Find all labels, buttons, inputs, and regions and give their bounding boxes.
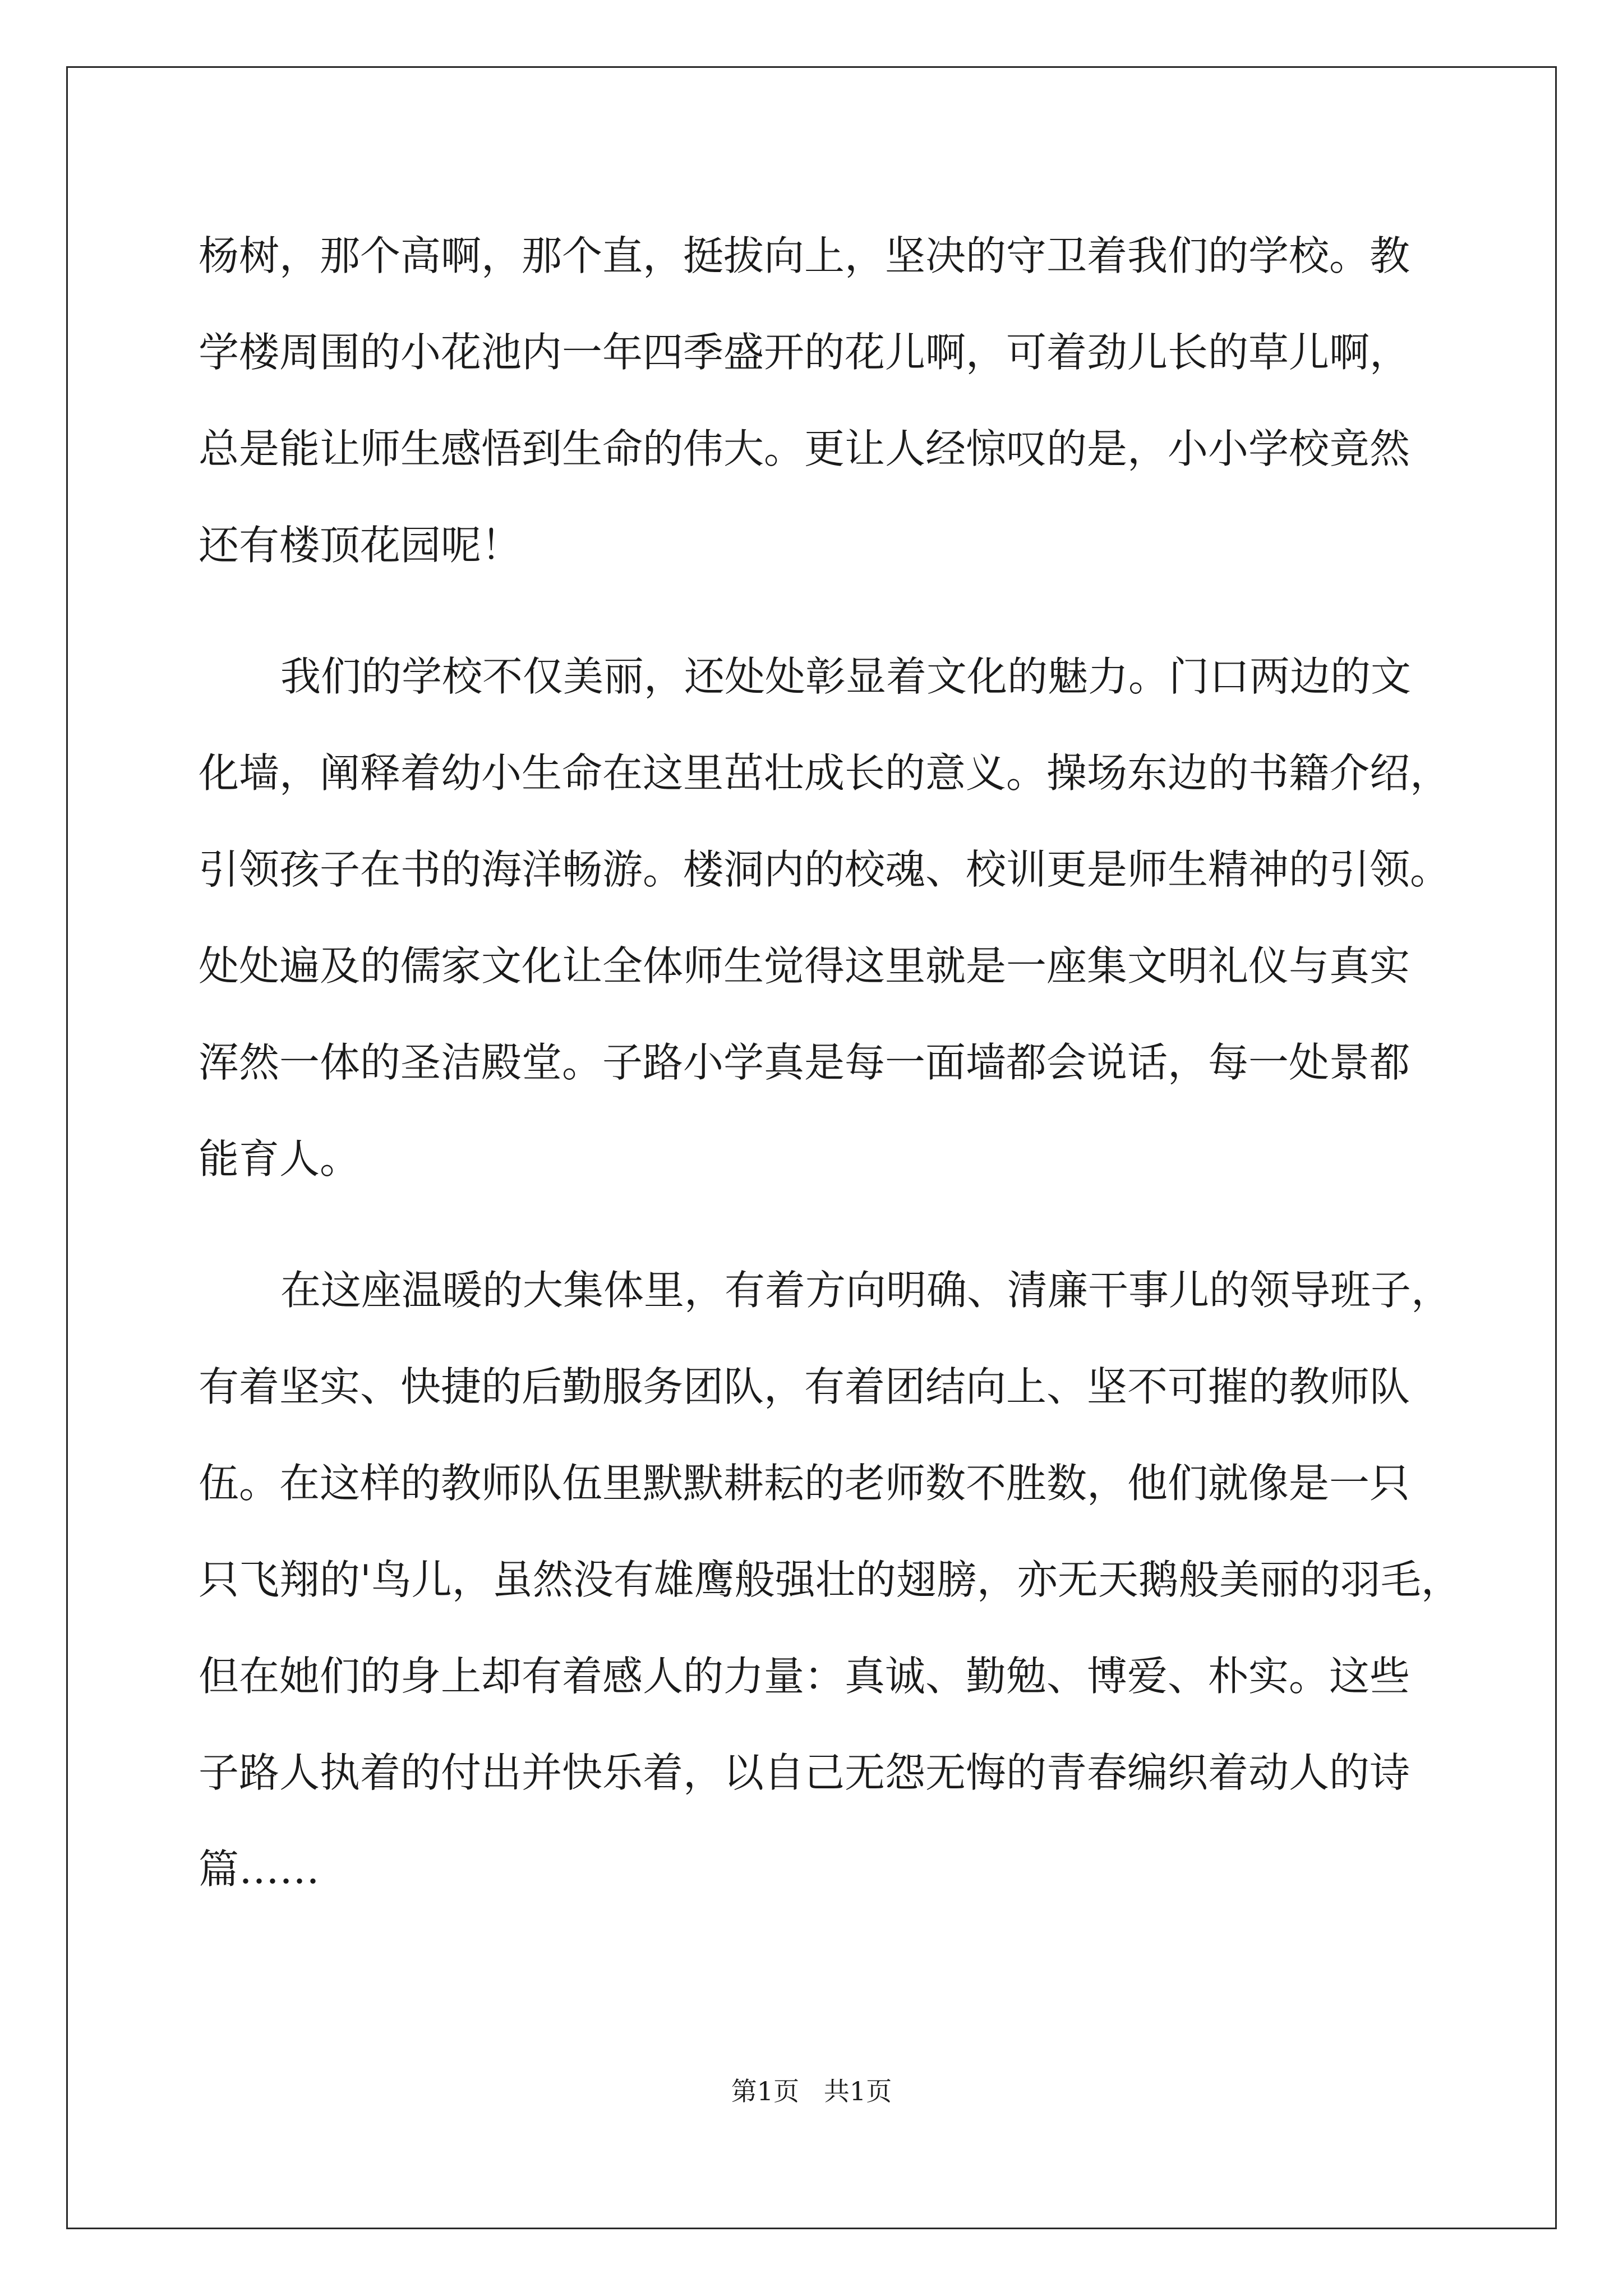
text-line: 子路人执着的付出并快乐着，以自己无怨无悔的青春编织着动人的诗: [199, 1749, 1410, 1796]
text-line: 杨树，那个高啊，那个直，挺拔向上，坚决的守卫着我们的学校。教: [199, 232, 1410, 279]
text-line: 伍。在这样的教师队伍里默默耕耘的老师数不胜数，他们就像是一只: [199, 1460, 1410, 1507]
text-line: 学楼周围的小花池内一年四季盛开的花儿啊，可着劲儿长的草儿啊，: [199, 329, 1410, 376]
text-line: 还有楼顶花园呢！: [199, 522, 522, 569]
document-body: [199, 208, 1461, 1917]
text-line: 总是能让师生感悟到生命的伟大。更让人经惊叹的是，小小学校竟然: [199, 425, 1410, 472]
text-line: 篇……: [199, 1846, 320, 1893]
text-line: 在这座温暖的大集体里，有着方向明确、清廉干事儿的领导班子，: [280, 1267, 1452, 1314]
page-number-footer: 第1页 共1页: [731, 2076, 892, 2106]
text-line: 我们的学校不仅美丽，还处处彰显着文化的魅力。门口两边的文: [280, 653, 1412, 700]
paragraph: [199, 628, 1451, 1207]
text-line: 浑然一体的圣洁殿堂。子路小学真是每一面墙都会说话，每一处景都: [199, 1039, 1410, 1086]
text-line: 引领孩子在书的海洋畅游。楼洞内的校魂、校训更是师生精神的引领。: [199, 846, 1451, 893]
text-line: 有着坚实、快捷的后勤服务团队，有着团结向上、坚不可摧的教师队: [199, 1363, 1410, 1410]
text-line: 能育人。: [199, 1135, 361, 1182]
text-line: 化墙，阐释着幼小生命在这里茁壮成长的意义。操场东边的书籍介绍，: [199, 749, 1451, 797]
paragraph: [199, 208, 1428, 593]
text-line: 但在她们的身上却有着感人的力量：真诚、勤勉、博爱、朴实。这些: [199, 1653, 1410, 1700]
paragraph: [199, 1242, 1461, 1917]
text-line: 处处遍及的儒家文化让全体师生觉得这里就是一座集文明礼仪与真实: [199, 942, 1410, 990]
text-line: 只飞翔的'鸟儿，虽然没有雄鹰般强壮的翅膀，亦无天鹅般美丽的羽毛，: [199, 1556, 1461, 1603]
